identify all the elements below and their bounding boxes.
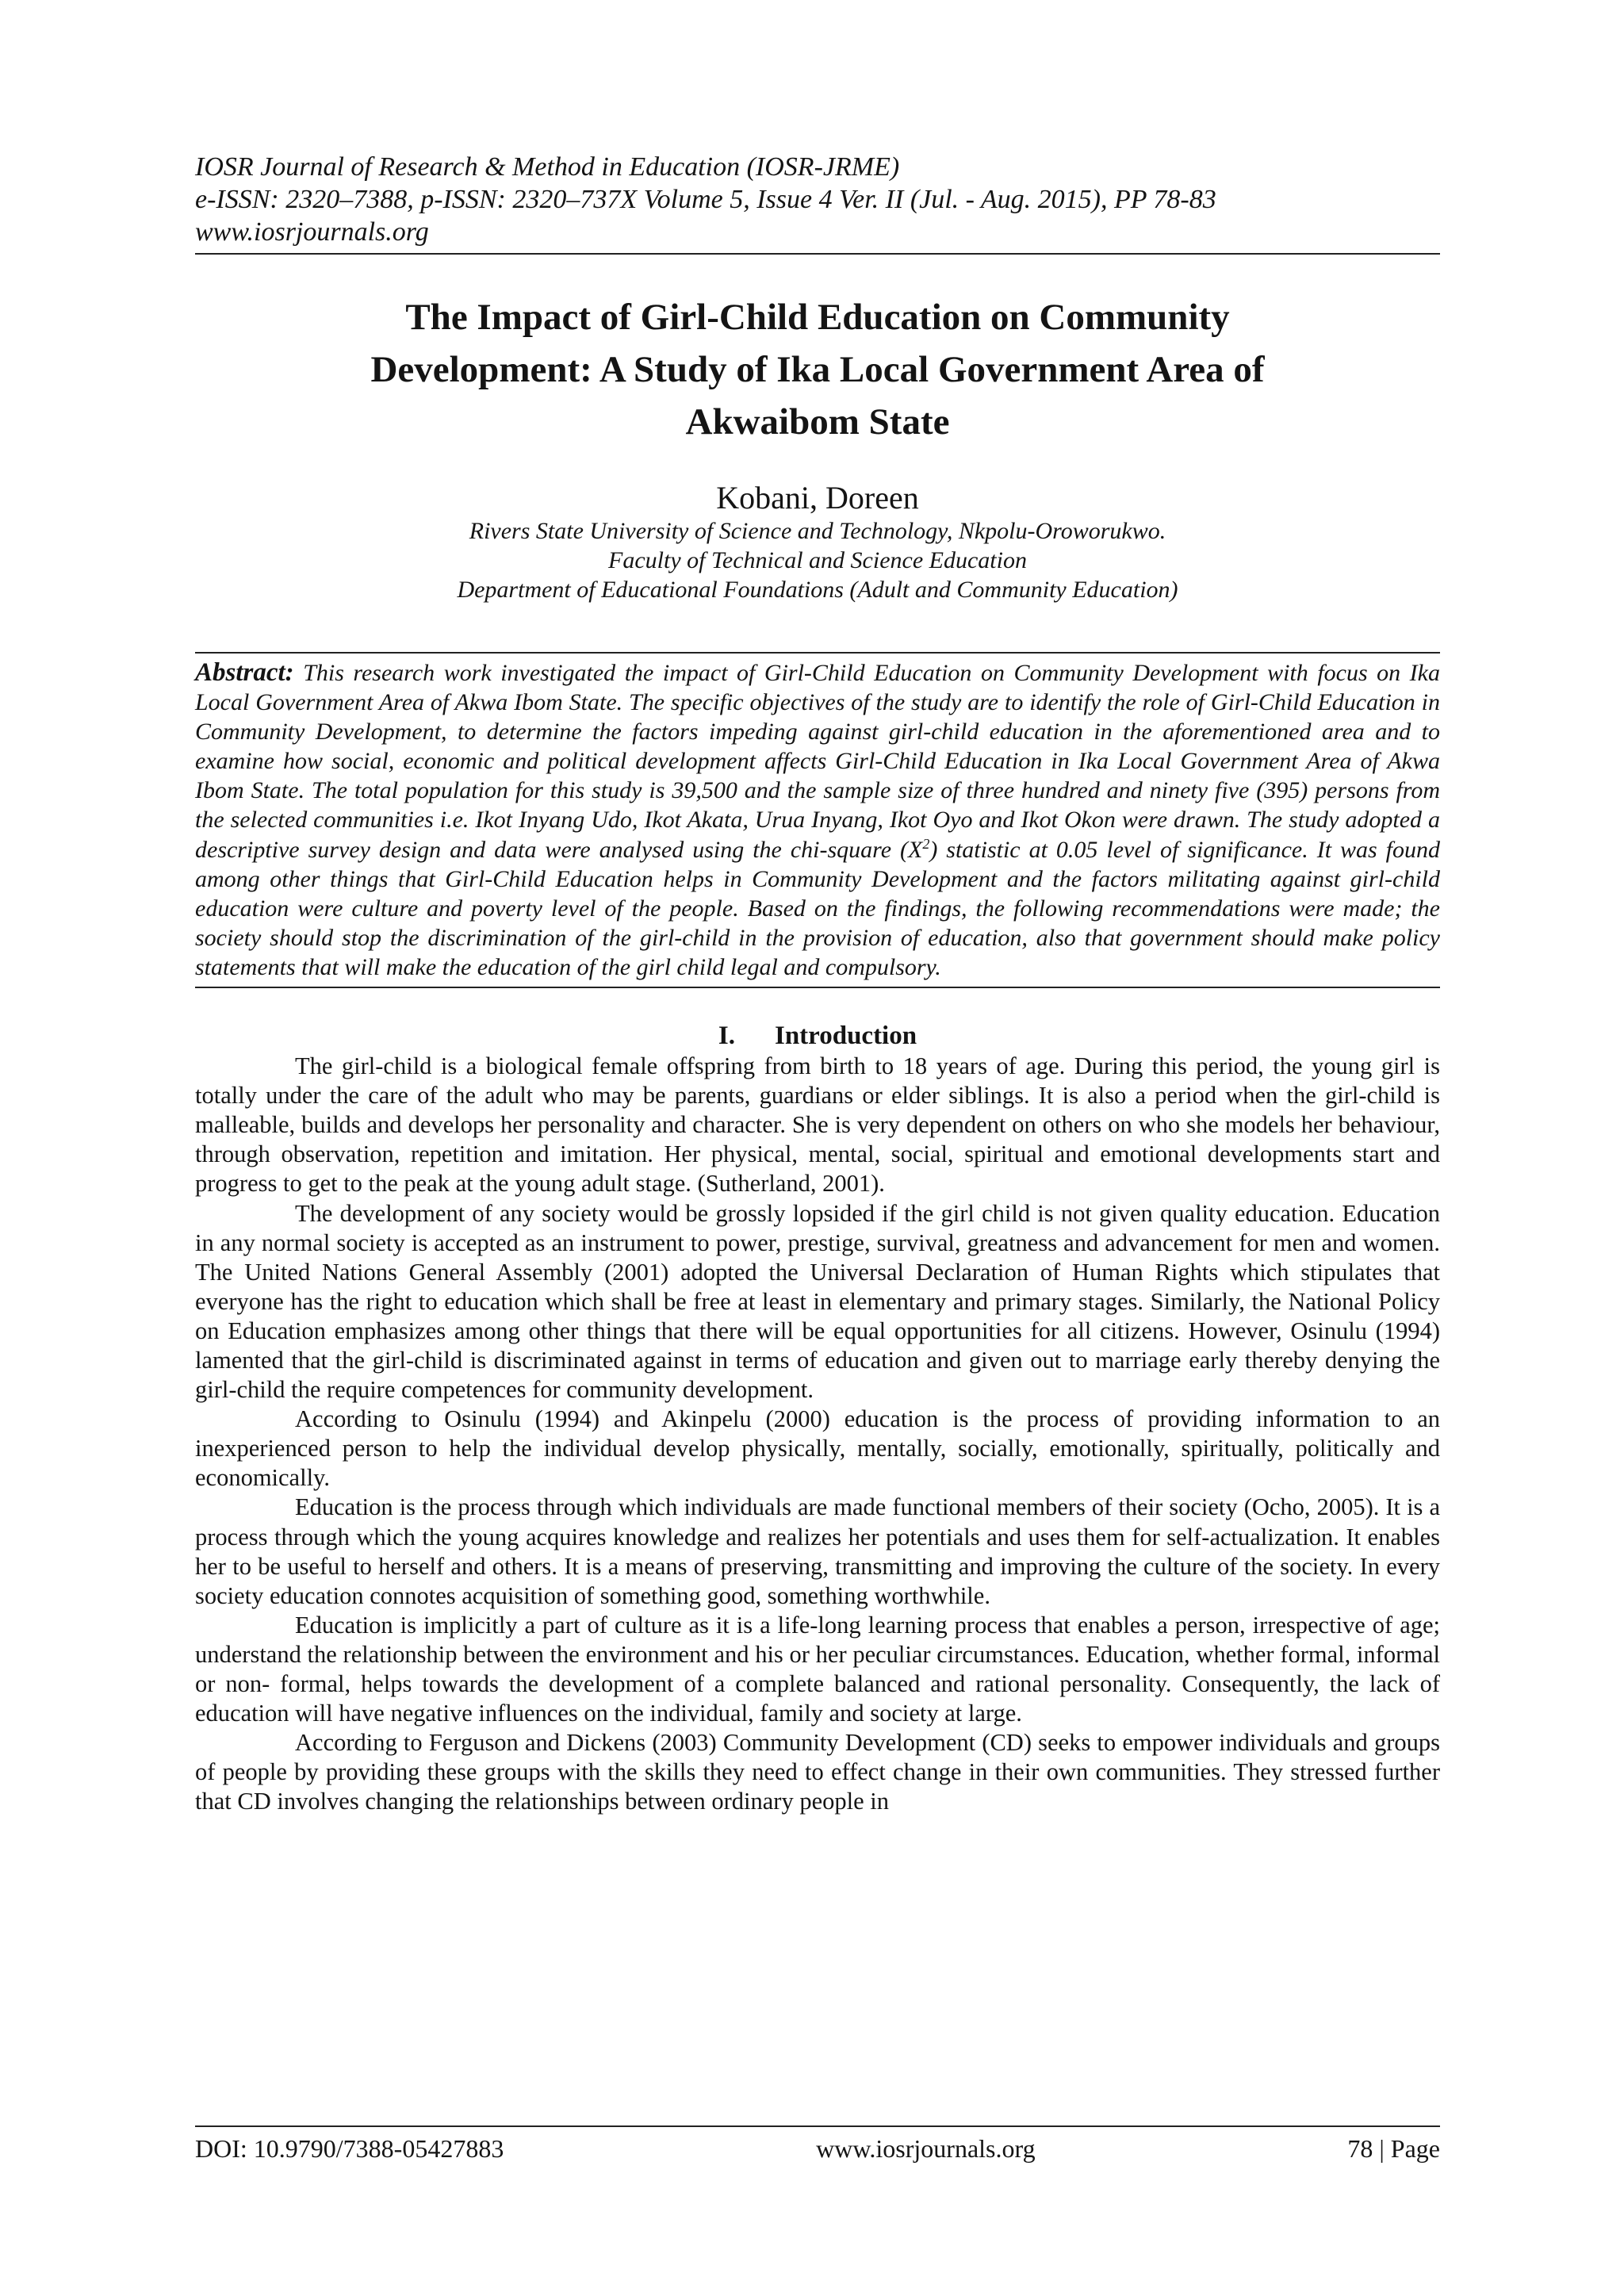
journal-website: www.iosrjournals.org xyxy=(195,217,429,247)
journal-header xyxy=(195,151,1440,248)
abstract xyxy=(195,658,1440,982)
paper-title: The Impact of Girl-Child Education on Community Development: A Study of Ika Local Government Area of Akwaibom State xyxy=(370,297,1265,443)
page-footer xyxy=(195,2125,1440,2164)
footer-website: www.iosrjournals.org xyxy=(816,2134,1036,2163)
section-title: Introduction xyxy=(774,1022,917,1051)
paragraph: According to Osinulu (1994) and Akinpelu (2000) education is the process of providing information to an inexperienced person to help the individual develop physically, mentally, socially, emotionally, spiritually, politically and economically. xyxy=(195,1405,1440,1492)
footer-page-number: 78 | Page xyxy=(1347,2134,1440,2163)
abstract-superscript: 2 xyxy=(922,835,930,852)
abstract-bottom-divider xyxy=(195,987,1440,988)
abstract-text-part1: This research work investigated the impact of Girl-Child Education on Community Development with focus on Ika Local Government Area of Akwa Ibom State. The specific objectives of the study are to identify the role of Girl-Child Education in Community Development, to determine the factors impeding against girl-child education in the aforementioned area and to examine how social, economic and political development affects Girl-Child Education in Ika Local Government Area of Akwa Ibom State. The total population for this study is 39,500 and the sample size of three hundred and ninety five (395) persons from the selected communities i.e. Ikot Inyang Udo, Ikot Akata, Urua Inyang, Ikot Oyo and Ikot Okon were drawn. The study adopted a descriptive survey design and data were analysed using the chi-square (X xyxy=(195,660,1440,863)
paragraph: Education is the process through which individuals are made functional members of their society (Ocho, 2005). It is a process through which the young acquires knowledge and realizes her potentials and uses them for self-actualization. It enables her to be useful to herself and others. It is a means of preserving, transmitting and improving the culture of the society. In every society education connotes acquisition of something good, something worthwhile. xyxy=(195,1493,1440,1609)
paragraph: Education is implicitly a part of culture as it is a life-long learning process that enables a person, irrespective of age; understand the relationship between the environment and his or her peculiar circumstances. Education, whether formal, informal or non- formal, helps towards the development of a complete balanced and rational personality. Consequently, the lack of education will have negative influences on the individual, family and society at large. xyxy=(195,1611,1440,1727)
footer-divider xyxy=(195,2125,1440,2127)
abstract-top-divider xyxy=(195,652,1440,654)
abstract-label: Abstract: xyxy=(195,658,294,687)
header-divider xyxy=(195,253,1440,255)
section-number: I. xyxy=(718,1022,735,1051)
affiliation-faculty: Faculty of Technical and Science Education xyxy=(608,547,1027,573)
paper-page xyxy=(195,151,1440,1816)
paragraph: According to Ferguson and Dickens (2003) Community Development (CD) seeks to empower individuals and groups of people by providing these groups with the skills they need to effect change in their own communities. They stressed further that CD involves changing the relationships between ordinary people in xyxy=(195,1729,1440,1815)
issn-line: e-ISSN: 2320–7388, p-ISSN: 2320–737X Volume 5, Issue 4 Ver. II (Jul. - Aug. 2015), PP 78-83 xyxy=(195,185,1216,214)
affiliation-department: Department of Educational Foundations (Adult and Community Education) xyxy=(457,577,1178,603)
body-text xyxy=(195,1052,1440,1816)
journal-name: IOSR Journal of Research & Method in Education (IOSR-JRME) xyxy=(195,152,900,182)
abstract-text-part2: ) statistic at 0.05 level of significance. It was found among other things that Girl-Child Education helps in Community Development and the factors militating against girl-child education were culture and poverty level of the people. Based on the findings, the following recommendations were made; the society should stop the discrimination of the girl-child in the provision of education, also that government should make policy statements that will make the education of the girl child legal and compulsory. xyxy=(195,836,1440,980)
affiliation-university: Rivers State University of Science and Technology, Nkpolu-Oroworukwo. xyxy=(469,518,1166,544)
section-heading xyxy=(195,1020,1440,1052)
footer-doi: DOI: 10.9790/7388-05427883 xyxy=(195,2134,504,2163)
author-name: Kobani, Doreen xyxy=(716,480,919,516)
paragraph: The development of any society would be grossly lopsided if the girl child is not given quality education. Education in any normal society is accepted as an instrument to power, prestige, survival, greatness and advancement for men and women. The United Nations General Assembly (2001) adopted the Universal Declaration of Human Rights which stipulates that everyone has the right to education which shall be free at least in elementary and primary stages. Similarly, the National Policy on Education emphasizes among other things that there will be equal opportunities for all citizens. However, Osinulu (1994) lamented that the girl-child is discriminated against in terms of education and given out to marriage early thereby denying the girl-child the require competences for community development. xyxy=(195,1199,1440,1404)
paragraph: The girl-child is a biological female offspring from birth to 18 years of age. During this period, the young girl is totally under the care of the adult who may be parents, guardians or elder siblings. It is also a period when the girl-child is malleable, builds and develops her personality and character. She is very dependent on others on who she models her behaviour, through observation, repetition and imitation. Her physical, mental, social, spiritual and emotional developments start and progress to get to the peak at the young adult stage. (Sutherland, 2001). xyxy=(195,1052,1440,1198)
